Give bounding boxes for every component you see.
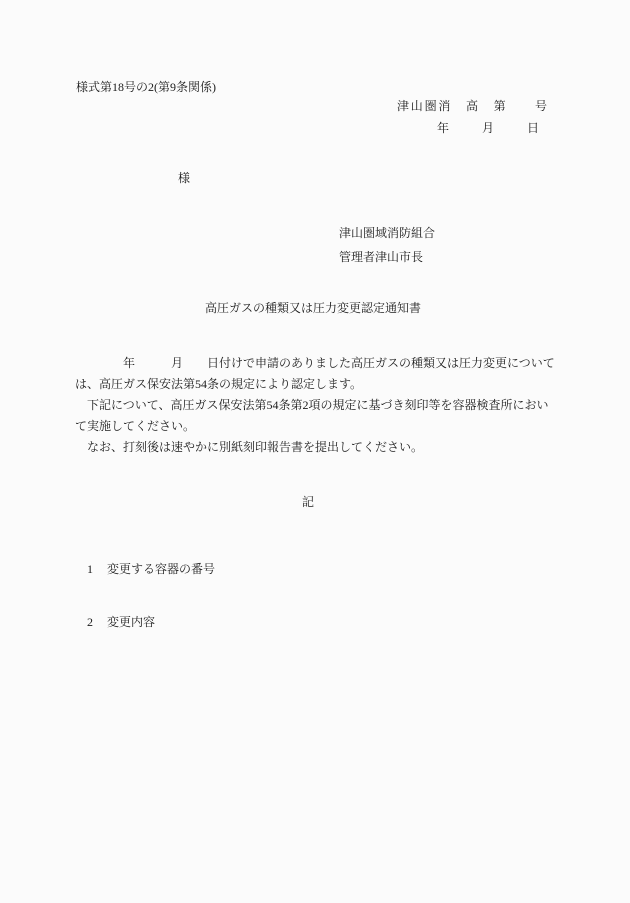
form-number: 様式第18号の2(第9条関係) <box>76 80 216 94</box>
body-line: なお、打刻後は速やかに別紙刻印報告書を提出してください。 <box>75 440 424 454</box>
body-line: は、高圧ガス保安法第54条の規定により認定します。 <box>75 377 363 391</box>
item-number: 2 <box>87 615 93 629</box>
date-line: 年 月 日 <box>437 121 543 135</box>
doc-number-line: 津山圏消 高 第 号 <box>397 99 549 113</box>
list-item <box>75 548 215 590</box>
body-line: て実施してください。 <box>75 419 196 433</box>
item-label: 変更する容器の番号 <box>107 562 216 576</box>
list-item <box>75 601 155 643</box>
body-line: 下記について、高圧ガス保安法第54条第2項の規定に基づき刻印等を容器検査所におい <box>75 398 549 412</box>
issuer-org: 津山圏域消防組合 <box>339 226 436 240</box>
issuer-title: 管理者津山市長 <box>339 250 424 264</box>
item-number: 1 <box>87 562 93 576</box>
body-line: 年 月 日付けで申請のありました高圧ガスの種類又は圧力変更について <box>75 356 555 370</box>
document-title: 高圧ガスの種類又は圧力変更認定通知書 <box>205 301 422 315</box>
item-label: 変更内容 <box>107 615 156 629</box>
addressee-suffix: 様 <box>178 171 191 185</box>
note-header: 記 <box>302 495 315 509</box>
